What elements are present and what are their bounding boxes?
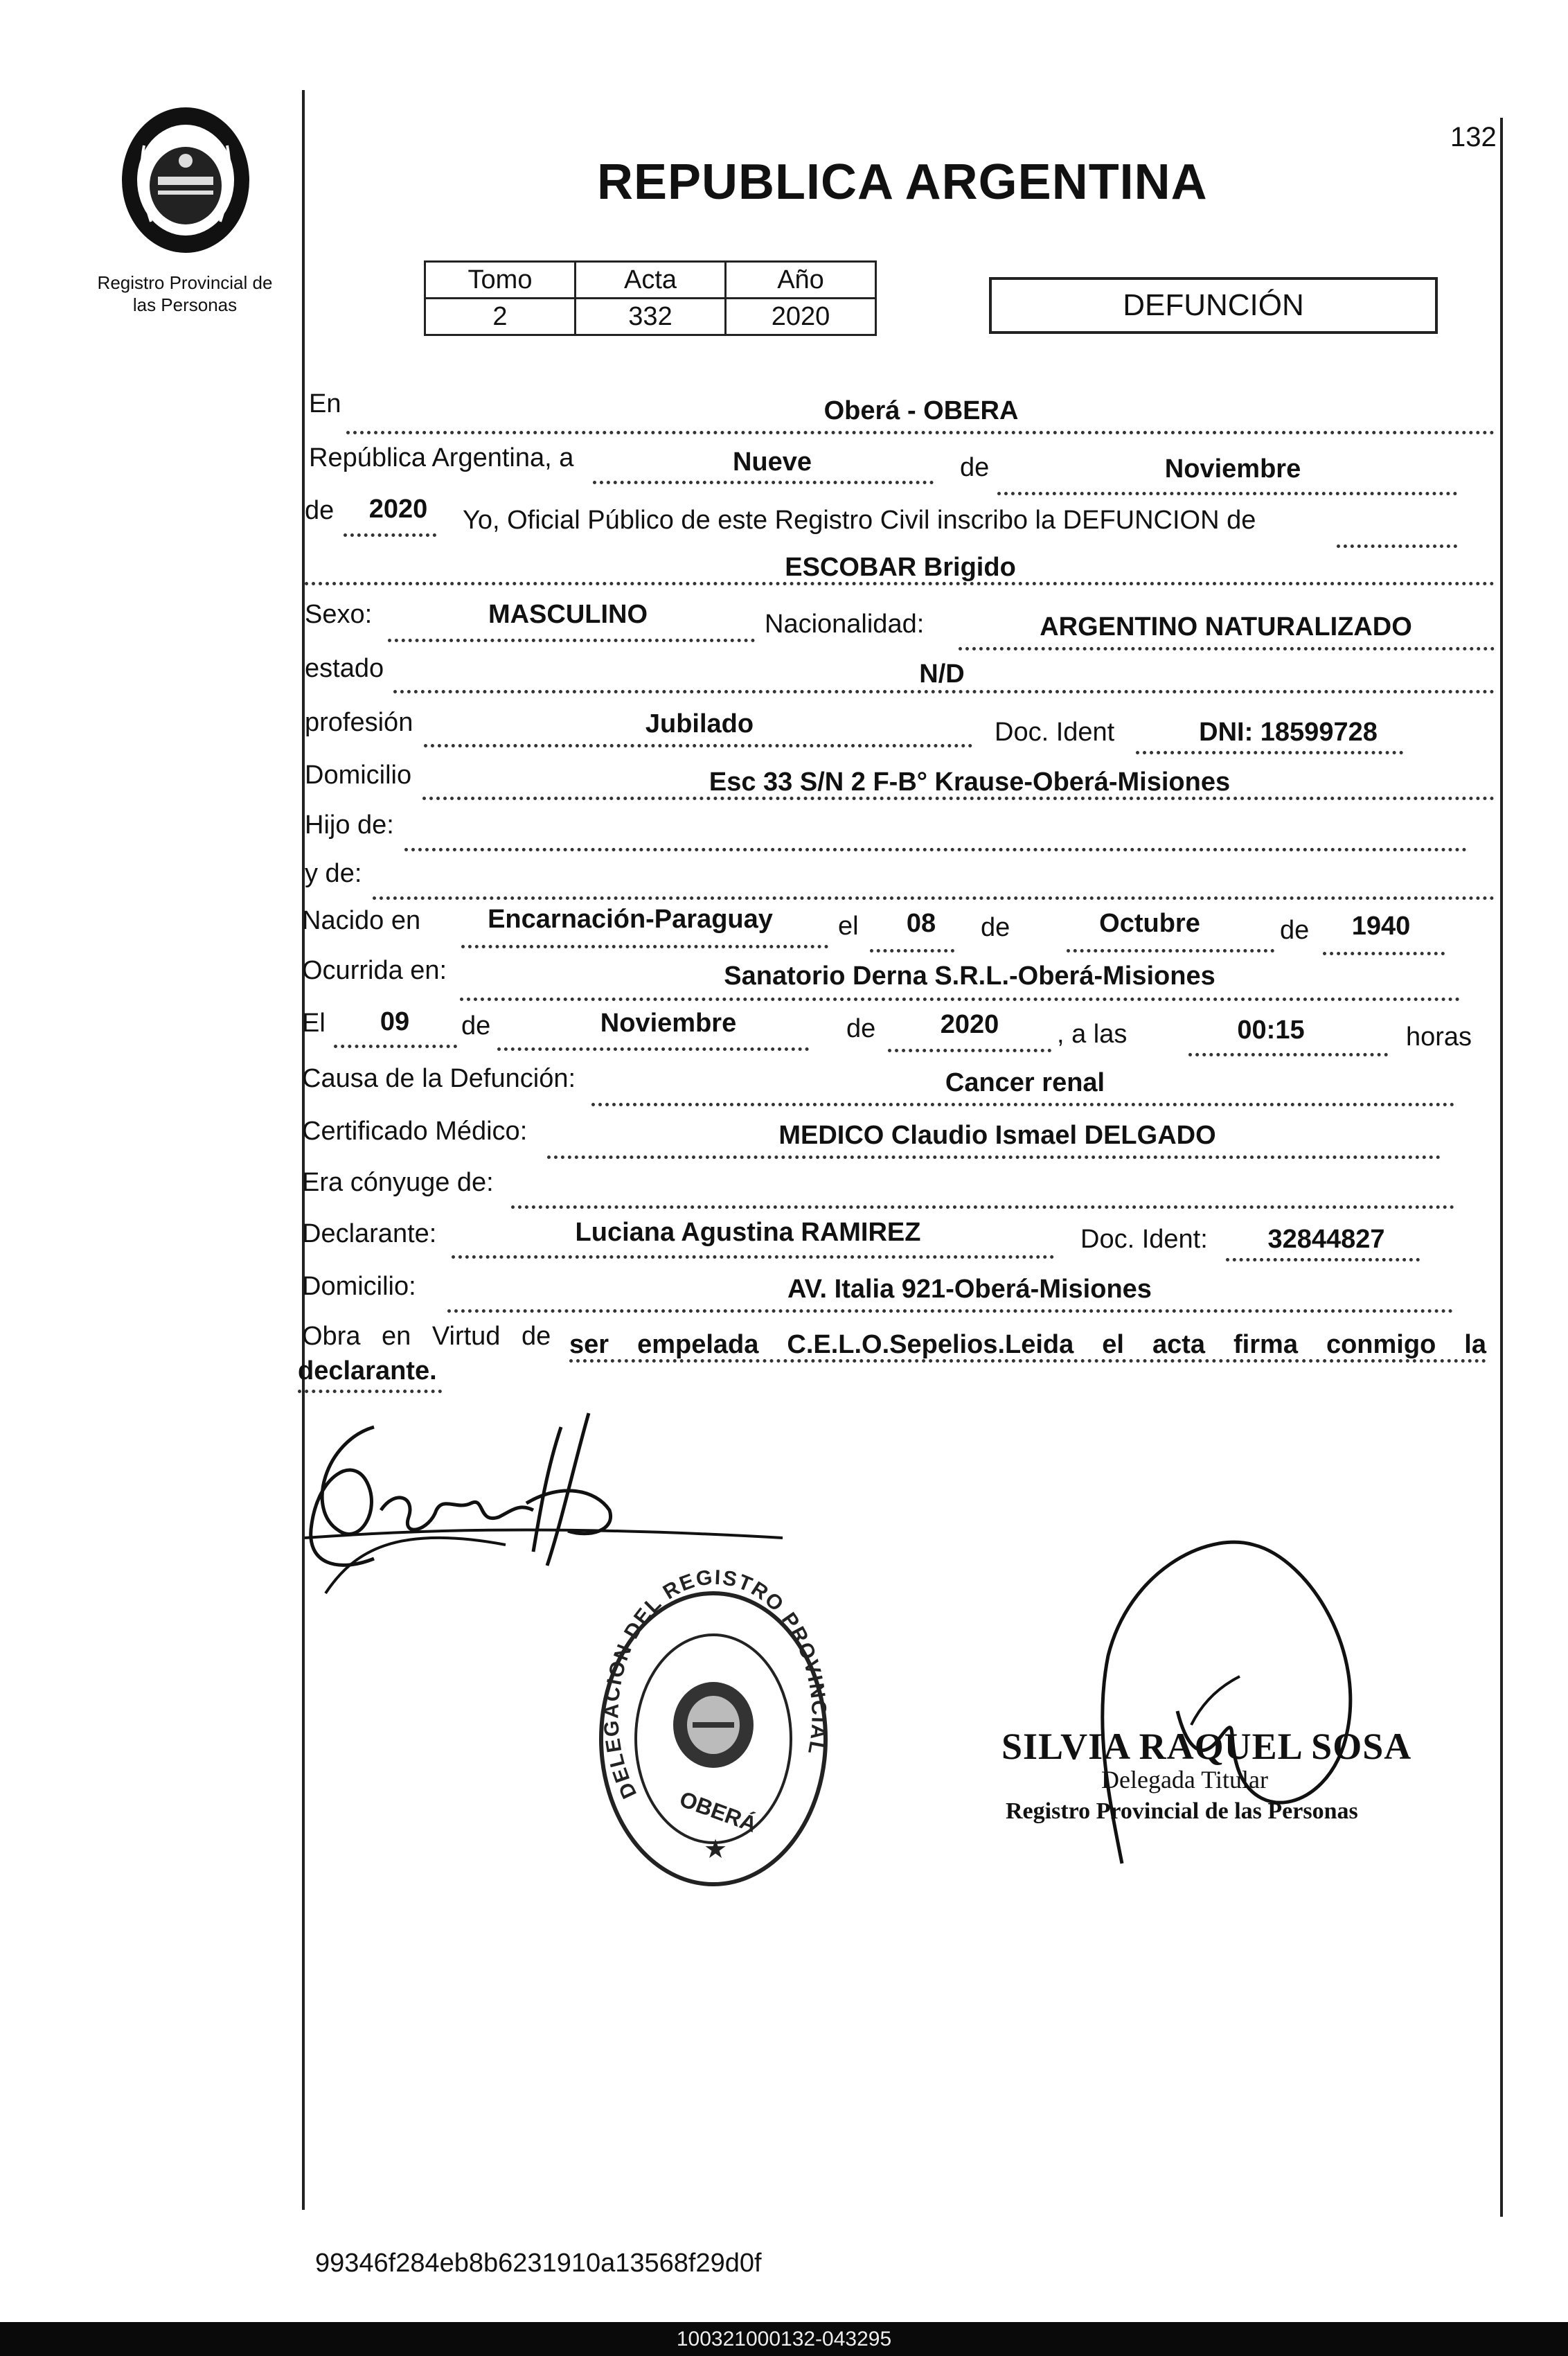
official-role: Delegada Titular	[1101, 1766, 1268, 1793]
dotted-line	[388, 639, 755, 642]
el-label: el	[838, 912, 859, 941]
dotted-line	[497, 1047, 809, 1051]
record-table	[424, 260, 877, 336]
el-label-2: El	[302, 1009, 326, 1038]
acta-value: 332	[576, 299, 726, 335]
nacionalidad-value: ARGENTINO NATURALIZADO	[1040, 612, 1412, 641]
hijo-label: Hijo de:	[305, 811, 394, 840]
day-value: Nueve	[732, 448, 812, 477]
de-label-5: de	[461, 1011, 491, 1040]
yde-label: y de:	[305, 859, 362, 888]
death-time: 00:15	[1237, 1016, 1305, 1045]
profesion-label: profesión	[305, 708, 413, 737]
nacido-label: Nacido en	[302, 906, 421, 935]
domicilio-value-2: AV. Italia 921-Oberá-Misiones	[787, 1275, 1152, 1304]
dotted-line	[1136, 751, 1403, 754]
dotted-line	[461, 945, 828, 948]
obra-value-2: declarante.	[298, 1356, 437, 1385]
dotted-line	[460, 998, 1460, 1001]
domicilio-label: Domicilio	[305, 761, 412, 790]
month-value: Noviembre	[1164, 454, 1301, 484]
dotted-line	[346, 431, 1495, 434]
left-border-line	[302, 90, 305, 2210]
footer-code: 100321000132-043295	[676, 2327, 892, 2350]
dotted-line	[298, 1390, 442, 1393]
dotted-line	[1226, 1258, 1420, 1261]
horas-label: horas	[1406, 1022, 1472, 1052]
doc-ident-value: DNI: 18599728	[1199, 718, 1378, 747]
anio-value: 2020	[726, 299, 876, 335]
dotted-line	[424, 744, 972, 747]
estado-value: N/D	[919, 659, 965, 689]
dotted-line	[447, 1309, 1453, 1313]
page-number: 132	[1450, 122, 1497, 152]
dotted-line	[959, 647, 1495, 650]
deceased-name: ESCOBAR Brigido	[785, 553, 1016, 582]
acta-header: Acta	[576, 262, 726, 299]
death-month: Noviembre	[600, 1009, 737, 1038]
dotted-line	[1337, 544, 1457, 548]
svg-text:DELEGACION DEL REGISTRO PROVIN: DELEGACION DEL REGISTRO PROVINCIAL	[600, 1566, 830, 1803]
registry-caption	[84, 272, 285, 316]
alas-label: , a las	[1057, 1020, 1128, 1049]
tomo-header: Tomo	[425, 262, 576, 299]
dotted-line	[997, 492, 1457, 495]
obra-value: ser empelada C.E.L.O.Sepelios.Leida el acta firma conmigo la	[569, 1330, 1486, 1359]
dotted-line	[593, 481, 934, 484]
dotted-line	[393, 690, 1495, 693]
estado-label: estado	[305, 654, 384, 683]
de-label: de	[960, 453, 990, 482]
province-coat-of-arms-logo	[116, 104, 255, 256]
en-value: Oberá - OBERA	[823, 396, 1019, 425]
dotted-line	[870, 949, 954, 953]
sexo-label: Sexo:	[305, 600, 373, 629]
year-value: 2020	[368, 495, 428, 524]
birth-day: 08	[906, 909, 936, 938]
profesion-value: Jubilado	[645, 709, 754, 738]
ocurrida-label: Ocurrida en:	[302, 956, 447, 985]
document-code: 99346f284eb8b6231910a13568f29d0f	[315, 2249, 762, 2278]
sexo-value: MASCULINO	[488, 600, 648, 629]
dotted-line	[888, 1049, 1051, 1052]
death-year: 2020	[940, 1010, 999, 1039]
dotted-line	[547, 1155, 1441, 1159]
declarante-doc: 32844827	[1267, 1225, 1385, 1254]
dotted-line	[1188, 1053, 1388, 1056]
delegation-stamp	[596, 1566, 831, 1891]
svg-text:OBERÁ: OBERÁ	[676, 1786, 760, 1837]
nacido-value: Encarnación-Paraguay	[488, 905, 773, 934]
official-name: SILVIA RAQUEL SOSA	[1001, 1726, 1412, 1767]
right-border-line	[1500, 118, 1503, 2217]
registry-caption-line1: Registro Provincial de	[97, 272, 273, 293]
certificado-label: Certificado Médico:	[302, 1117, 528, 1146]
declarante-value: Luciana Agustina RAMIREZ	[575, 1218, 921, 1247]
domicilio-value: Esc 33 S/N 2 F-B° Krause-Oberá-Misiones	[709, 768, 1231, 797]
de-label-2: de	[305, 496, 335, 525]
record-type-box: DEFUNCIÓN	[989, 277, 1438, 334]
de-label-4: de	[1280, 916, 1310, 945]
domicilio-label-2: Domicilio:	[302, 1272, 416, 1301]
en-label: En	[309, 389, 341, 418]
official-office: Registro Provincial de las Personas	[1006, 1798, 1358, 1824]
dotted-line	[452, 1255, 1054, 1259]
tomo-value: 2	[425, 299, 576, 335]
obra-label: Obra en Virtud de	[302, 1322, 551, 1351]
registry-caption-line2: las Personas	[132, 294, 238, 315]
ocurrida-value: Sanatorio Derna S.R.L.-Oberá-Misiones	[724, 962, 1215, 991]
dotted-line	[511, 1205, 1454, 1209]
birth-year: 1940	[1351, 912, 1411, 941]
conyuge-label: Era cónyuge de:	[302, 1168, 494, 1197]
dotted-line	[344, 533, 436, 537]
officer-text: Yo, Oficial Público de este Registro Civil inscribo la DEFUNCION de	[463, 506, 1256, 535]
svg-text:★: ★	[704, 1834, 728, 1864]
birth-month: Octubre	[1099, 909, 1200, 938]
dotted-line	[1067, 949, 1274, 953]
dotted-line	[591, 1103, 1454, 1106]
de-label-6: de	[846, 1014, 876, 1043]
doc-ident-label-2: Doc. Ident:	[1080, 1225, 1208, 1254]
declarante-label: Declarante:	[302, 1219, 437, 1248]
causa-label: Causa de la Defunción:	[302, 1064, 576, 1093]
dotted-line	[404, 848, 1467, 851]
de-label-3: de	[981, 913, 1010, 942]
death-day: 09	[380, 1007, 410, 1036]
causa-value: Cancer renal	[945, 1068, 1105, 1097]
anio-header: Año	[726, 262, 876, 299]
nacionalidad-label: Nacionalidad:	[765, 610, 925, 639]
certificado-value: MEDICO Claudio Ismael DELGADO	[778, 1121, 1216, 1150]
dotted-line	[334, 1045, 457, 1048]
page-title: REPUBLICA ARGENTINA	[597, 154, 1208, 210]
dotted-line	[373, 896, 1495, 900]
footer-scan-bar	[0, 2322, 1568, 2356]
republica-label: República Argentina, a	[309, 443, 574, 472]
dotted-line	[1323, 952, 1445, 955]
doc-ident-label: Doc. Ident	[995, 718, 1115, 747]
